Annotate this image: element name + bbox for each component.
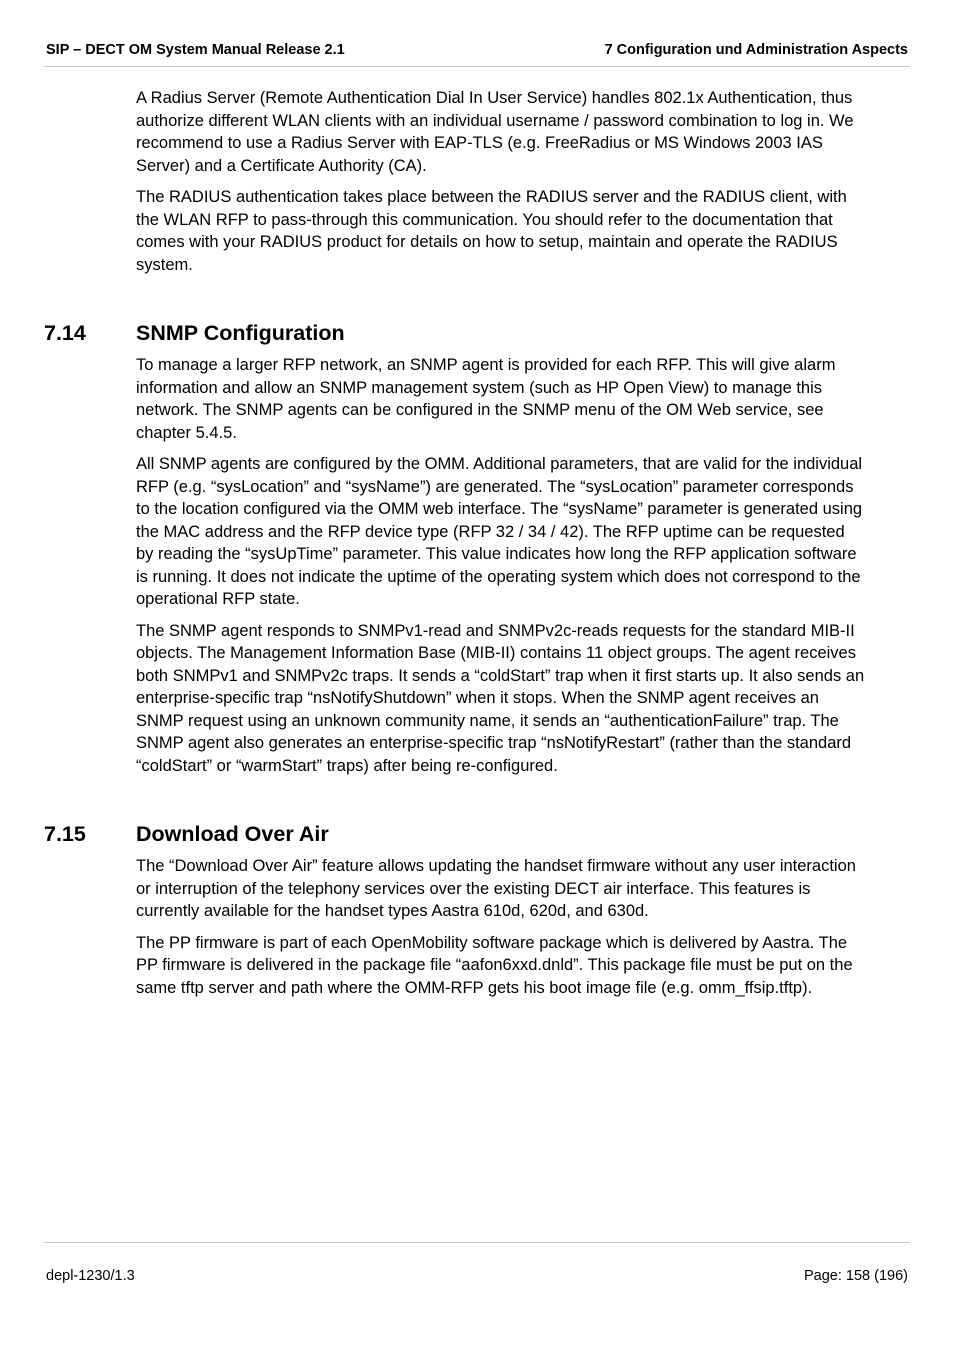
paragraph: The PP firmware is part of each OpenMobility software package which is delivered by Aastra. The PP firmware is delivered in the package file “aafon6xxd.dnld”. This package file must be put on the same tftp server and path where the OMM-RFP gets his boot image file (e.g. omm_ffsip.tftp). [136, 933, 853, 997]
section-title: Download Over Air [136, 822, 329, 846]
intro-block [136, 87, 866, 276]
section-heading [44, 821, 866, 847]
page-content [44, 87, 866, 999]
header-chapter-title: 7 Configuration und Administration Aspects [604, 42, 908, 58]
header-document-title: SIP – DECT OM System Manual Release 2.1 [46, 42, 345, 58]
page-header [44, 42, 910, 67]
section-snmp-configuration [44, 320, 866, 777]
paragraph: To manage a larger RFP network, an SNMP agent is provided for each RFP. This will give alarm information and allow an SNMP management system (such as HP Open View) to manage this network. The SNMP agents can be configured in the SNMP menu of the OM Web service, see chapter 5.4.5. [136, 356, 836, 442]
section-download-over-air [44, 821, 866, 999]
footer-page-number: Page: 158 (196) [804, 1268, 908, 1284]
section-title: SNMP Configuration [136, 321, 345, 345]
paragraph: The “Download Over Air” feature allows updating the handset firmware without any user interaction or interruption of the telephony services over the existing DECT air interface. This features is currently available for the handset types Aastra 610d, 620d, and 630d. [136, 857, 856, 920]
paragraph: The SNMP agent responds to SNMPv1-read and SNMPv2c-reads requests for the standard MIB-II objects. The Management Information Base (MIB-II) contains 11 object groups. The agent receives both SNMPv1 and SNMPv2c traps. It sends a “coldStart” trap when it first starts up. It also sends an enterprise-specific trap “nsNotifyShutdown” when it stops. When the SNMP agent receives an SNMP request using an unknown community name, it sends an “authenticationFailure” trap. The SNMP agent also generates an enterprise-specific trap “nsNotifyRestart” (rather than the standard “coldStart” or “warmStart” traps) after being re-configured. [136, 621, 865, 775]
footer-document-id: depl-1230/1.3 [46, 1268, 135, 1284]
section-number: 7.15 [44, 822, 86, 846]
paragraph: A Radius Server (Remote Authentication Dial In User Service) handles 802.1x Authentication, thus authorize different WLAN clients with an individual username / password combination to log in. We recommend to use a Radius Server with EAP-TLS (e.g. FreeRadius or MS Windows 2003 IAS Server) and a Certificate Authority (CA). [136, 89, 854, 175]
section-number: 7.14 [44, 321, 86, 345]
page-footer [44, 1242, 910, 1283]
section-heading [44, 320, 866, 346]
paragraph: All SNMP agents are configured by the OMM. Additional parameters, that are valid for the individual RFP (e.g. “sysLocation” and “sysName”) are generated. The “sysLocation” parameter corresponds to the location configured via the OMM web interface. The “sysName” parameter is generated using the MAC address and the RFP device type (RFP 32 / 34 / 42). The RFP uptime can be requested by reading the “sysUpTime” parameter. This value indicates how long the RFP application software is running. It does not indicate the uptime of the operating system which does not correspond to the operational RFP state. [136, 455, 863, 608]
paragraph: The RADIUS authentication takes place between the RADIUS server and the RADIUS client, with the WLAN RFP to pass-through this communication. You should refer to the documentation that comes with your RADIUS product for details on how to setup, maintain and operate the RADIUS system. [136, 188, 847, 274]
